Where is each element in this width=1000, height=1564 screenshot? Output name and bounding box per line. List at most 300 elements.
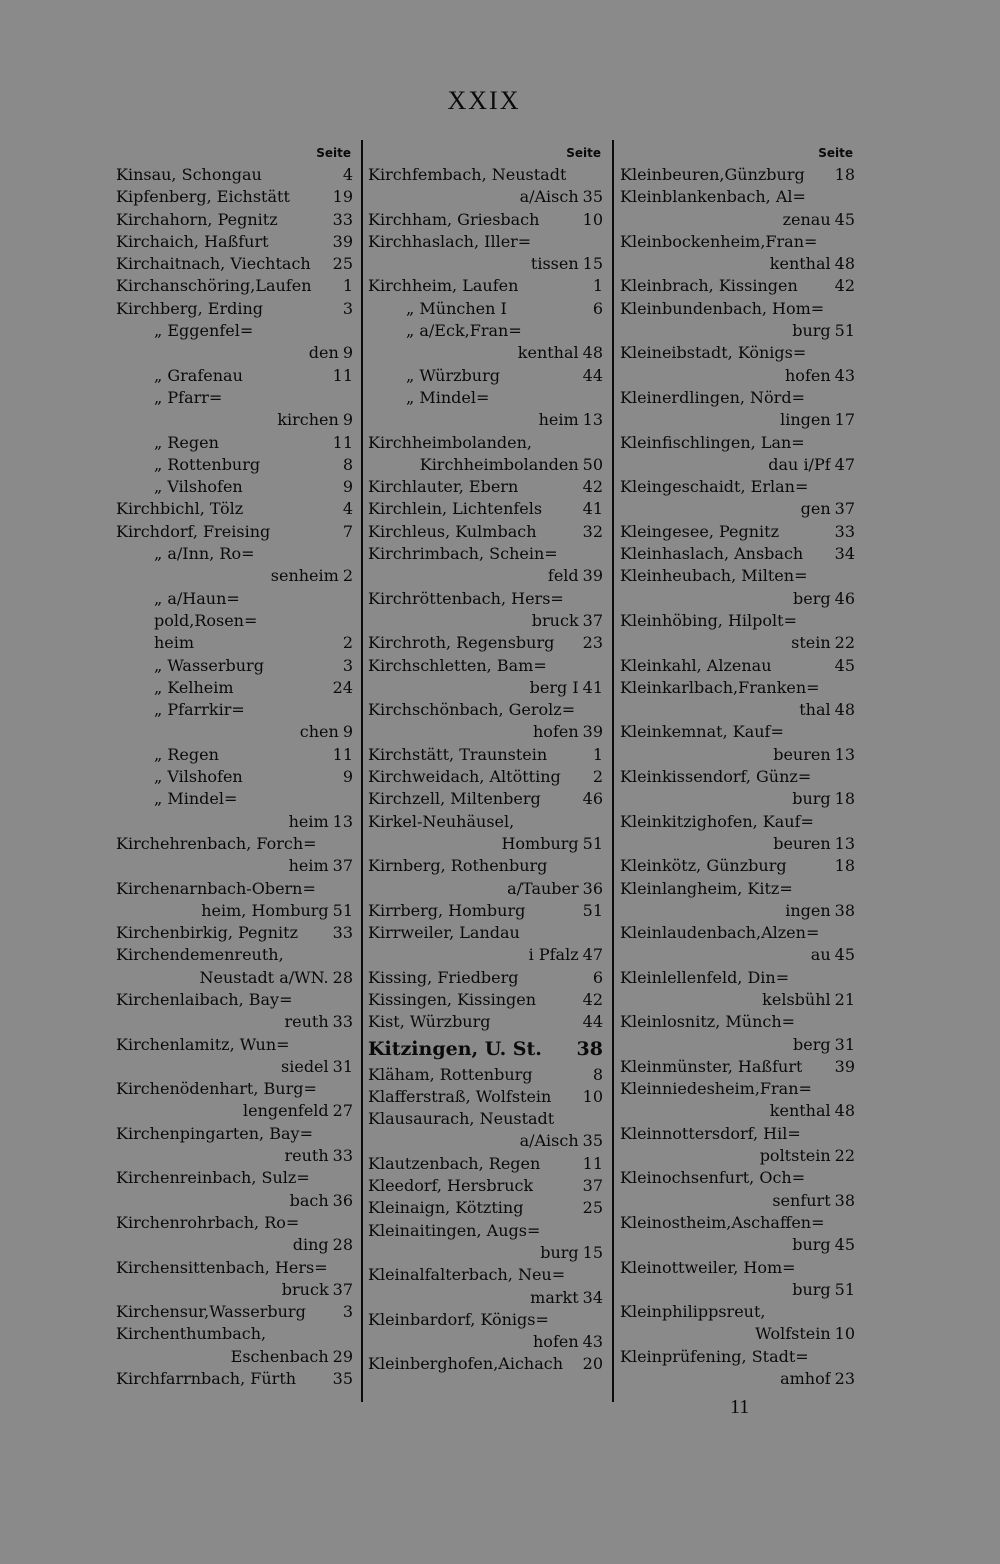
entry-text: Kleinnottersdorf, Hil= xyxy=(620,1123,801,1143)
index-entry xyxy=(368,588,603,610)
index-entry xyxy=(620,298,855,320)
entry-page: 48 xyxy=(582,343,603,363)
entry-page: 23 xyxy=(834,1369,855,1389)
index-entry xyxy=(368,1220,603,1242)
entry-page: 3 xyxy=(342,655,353,675)
entry-page: 33 xyxy=(834,521,855,541)
index-entry xyxy=(368,855,603,877)
index-entry xyxy=(116,721,353,743)
entry-text: beuren xyxy=(773,833,831,853)
entry-text: „ Eggenfel= xyxy=(154,321,254,341)
entry-text: senfurt xyxy=(772,1190,831,1210)
index-entry xyxy=(620,1167,855,1189)
entry-page: 44 xyxy=(582,365,603,385)
index-entry xyxy=(116,409,353,431)
entry-page: 46 xyxy=(834,588,855,608)
index-entry xyxy=(368,1353,603,1375)
entry-page: 21 xyxy=(834,989,855,1009)
index-entry xyxy=(368,320,603,342)
entry-text: Kirchdorf, Freising xyxy=(116,521,271,541)
entry-page: 39 xyxy=(332,231,353,251)
entry-text: „ Pfarr= xyxy=(154,387,223,407)
entry-page: 34 xyxy=(834,544,855,564)
index-entry xyxy=(620,1034,855,1056)
entry-text: Kirchenpingarten, Bay= xyxy=(116,1123,313,1143)
entry-text: pold,Rosen= xyxy=(154,610,258,630)
entry-text: i Pfalz xyxy=(528,945,579,965)
index-entry xyxy=(368,409,603,431)
entry-text: berg xyxy=(793,588,831,608)
index-entry xyxy=(368,744,603,766)
entry-page: 37 xyxy=(834,499,855,519)
index-entry xyxy=(368,677,603,699)
entry-text: „ Rottenburg xyxy=(154,454,261,474)
entry-text: „ Würzburg xyxy=(406,365,500,385)
index-entry xyxy=(620,1279,855,1301)
entry-text: ingen xyxy=(785,900,831,920)
entry-page: 2 xyxy=(342,566,353,586)
entry-page: 50 xyxy=(582,454,603,474)
entry-page: 28 xyxy=(332,967,353,987)
index-entry xyxy=(368,476,603,498)
entry-page: 47 xyxy=(834,454,855,474)
entry-text: Kirchenthumbach, xyxy=(116,1324,267,1344)
entry-text: „ Regen xyxy=(154,432,219,452)
entry-text: amhof xyxy=(780,1369,831,1389)
index-entry xyxy=(620,1145,855,1167)
entry-page: 42 xyxy=(582,989,603,1009)
index-entry xyxy=(116,1145,353,1167)
entry-text: Kleinkemnat, Kauf= xyxy=(620,722,784,742)
entry-page: 11 xyxy=(332,744,353,764)
entry-text: Kirchheimbolanden xyxy=(419,454,579,474)
entry-page: 11 xyxy=(582,1153,603,1173)
index-entry xyxy=(368,721,603,743)
index-entry xyxy=(620,1190,855,1212)
index-entry xyxy=(620,944,855,966)
index-entry xyxy=(116,788,353,810)
index-entry xyxy=(620,342,855,364)
index-entry xyxy=(116,521,353,543)
entry-text: Kirchaich, Haßfurt xyxy=(116,231,269,251)
entry-text: Kleinbockenheim,Fran= xyxy=(620,231,818,251)
index-entry xyxy=(368,342,603,364)
entry-text: burg xyxy=(540,1242,579,1262)
entry-page: 10 xyxy=(582,1086,603,1106)
entry-page: 15 xyxy=(582,254,603,274)
entry-text: „ Kelheim xyxy=(154,677,234,697)
entry-text: reuth xyxy=(284,1012,329,1032)
entry-text: burg xyxy=(792,1279,831,1299)
index-entry xyxy=(116,1100,353,1122)
index-entry xyxy=(116,967,353,989)
index-entry xyxy=(620,699,855,721)
index-entry xyxy=(116,387,353,409)
index-entry xyxy=(116,922,353,944)
entry-text: heim xyxy=(288,856,329,876)
index-entry xyxy=(620,900,855,922)
entry-text: „ a/Eck,Fran= xyxy=(406,321,522,341)
entry-text: Kleinbundenbach, Hom= xyxy=(620,298,825,318)
entry-text: Kleinbeuren,Günzburg xyxy=(620,165,805,184)
entry-text: Kitzingen, U. St. xyxy=(368,1037,542,1060)
entry-text: Kirkel-Neuhäusel, xyxy=(368,811,515,831)
entry-text: Kirchanschöring,Laufen xyxy=(116,276,312,296)
entry-text: Kissingen, Kissingen xyxy=(368,989,537,1009)
entry-text: Kleingeschaidt, Erlan= xyxy=(620,477,809,497)
index-entry xyxy=(620,655,855,677)
index-entry xyxy=(368,387,603,409)
index-entry xyxy=(620,1234,855,1256)
index-entry xyxy=(620,454,855,476)
index-entry xyxy=(620,1100,855,1122)
entry-text: Neustadt a/WN. xyxy=(199,967,329,987)
entry-page: 11 xyxy=(332,365,353,385)
entry-text: Kleinlosnitz, Münch= xyxy=(620,1012,796,1032)
entry-text: heim xyxy=(538,410,579,430)
index-entry xyxy=(116,253,353,275)
entry-text: Kirchberg, Erding xyxy=(116,298,263,318)
index-entry xyxy=(368,1264,603,1286)
entry-page: 43 xyxy=(582,1332,603,1352)
entry-text: Kleinlaudenbach,Alzen= xyxy=(620,923,820,943)
index-entry xyxy=(620,811,855,833)
entry-text: burg xyxy=(792,321,831,341)
entry-page: 45 xyxy=(834,1235,855,1255)
entry-text: Kist, Würzburg xyxy=(368,1012,491,1032)
entry-text: heim xyxy=(288,811,329,831)
entry-text: „ a/Inn, Ro= xyxy=(154,544,255,564)
entry-page: 46 xyxy=(582,789,603,809)
entry-page: 17 xyxy=(834,410,855,430)
entry-page: 36 xyxy=(332,1190,353,1210)
index-entry xyxy=(116,1346,353,1368)
index-entry xyxy=(368,922,603,944)
entry-text: hofen xyxy=(533,1332,579,1352)
entry-text: „ a/Haun= xyxy=(154,588,240,608)
entry-page: 6 xyxy=(592,967,603,987)
entry-page: 38 xyxy=(834,900,855,920)
entry-text: Kirchenlaibach, Bay= xyxy=(116,989,293,1009)
entry-text: heim xyxy=(154,633,195,653)
entry-text: „ Pfarrkir= xyxy=(154,700,245,720)
index-entry xyxy=(368,1034,603,1064)
entry-text: Kirchhaslach, Iller= xyxy=(368,231,532,251)
index-entry xyxy=(368,833,603,855)
entry-text: Kläham, Rottenburg xyxy=(368,1064,533,1084)
entry-text: Kirchweidach, Altötting xyxy=(368,767,561,787)
index-entry xyxy=(620,231,855,253)
entry-text: Kirchenbirkig, Pegnitz xyxy=(116,923,299,943)
entry-text: Homburg xyxy=(501,833,579,853)
entry-page: 1 xyxy=(342,276,353,296)
entry-text: „ Mindel= xyxy=(406,387,490,407)
index-entry xyxy=(116,565,353,587)
entry-text: Kirchschletten, Bam= xyxy=(368,655,547,675)
index-entry xyxy=(116,298,353,320)
entry-text: ding xyxy=(292,1235,329,1255)
entry-text: Kleinkitzighofen, Kauf= xyxy=(620,811,814,831)
entry-page: 39 xyxy=(582,722,603,742)
index-entry xyxy=(116,878,353,900)
entry-page: 4 xyxy=(342,165,353,184)
entry-page: 22 xyxy=(834,633,855,653)
index-entry xyxy=(368,365,603,387)
entry-text: hofen xyxy=(785,365,831,385)
entry-text: Kirrberg, Homburg xyxy=(368,900,526,920)
index-entry xyxy=(368,1108,603,1130)
index-entry xyxy=(116,989,353,1011)
index-entry xyxy=(368,610,603,632)
entry-text: kenthal xyxy=(769,1101,831,1121)
entry-text: Kirchaitnach, Viechtach xyxy=(116,254,311,274)
entry-page: 51 xyxy=(582,833,603,853)
index-entry xyxy=(620,164,855,186)
index-entry xyxy=(116,699,353,721)
index-entry xyxy=(116,1234,353,1256)
index-entry xyxy=(368,788,603,810)
entry-page: 42 xyxy=(582,477,603,497)
entry-page: 45 xyxy=(834,945,855,965)
index-entry xyxy=(116,1279,353,1301)
index-entry xyxy=(116,1257,353,1279)
index-entry xyxy=(620,253,855,275)
index-entry xyxy=(368,432,603,454)
entry-text: Kleinkissendorf, Günz= xyxy=(620,767,812,787)
entry-page: 51 xyxy=(332,900,353,920)
entry-page: 48 xyxy=(834,1101,855,1121)
seite-header: Seite xyxy=(566,146,601,160)
entry-text: Kleinblankenbach, Al= xyxy=(620,187,806,207)
entry-text: Kirchahorn, Pegnitz xyxy=(116,209,278,229)
index-entry xyxy=(116,432,353,454)
entry-page: 35 xyxy=(332,1369,353,1389)
index-entry xyxy=(116,342,353,364)
entry-page: 38 xyxy=(834,1190,855,1210)
index-entry xyxy=(368,1130,603,1152)
index-entry xyxy=(368,164,603,186)
entry-page: 38 xyxy=(576,1037,603,1060)
entry-text: Kleinerdlingen, Nörd= xyxy=(620,387,805,407)
entry-text: zenau xyxy=(782,209,831,229)
index-entry xyxy=(116,1034,353,1056)
index-entry xyxy=(116,900,353,922)
entry-page: 33 xyxy=(332,923,353,943)
entry-page: 1 xyxy=(592,276,603,296)
index-entry xyxy=(368,699,603,721)
entry-page: 19 xyxy=(332,187,353,207)
entry-text: Kirrweiler, Landau xyxy=(368,923,520,943)
entry-text: thal xyxy=(799,700,831,720)
index-entry xyxy=(116,164,353,186)
entry-text: a/Aisch xyxy=(519,187,579,207)
index-entry xyxy=(116,543,353,565)
index-entry xyxy=(116,1056,353,1078)
entry-text: Kirchenreinbach, Sulz= xyxy=(116,1168,310,1188)
entry-page: 51 xyxy=(834,1279,855,1299)
entry-text: berg I xyxy=(529,677,579,697)
index-entry xyxy=(620,677,855,699)
entry-page: 13 xyxy=(834,744,855,764)
index-entry xyxy=(116,186,353,208)
entry-text: feld xyxy=(547,566,579,586)
index-entry xyxy=(116,498,353,520)
index-entry xyxy=(620,788,855,810)
entry-page: 35 xyxy=(582,1131,603,1151)
entry-page: 9 xyxy=(342,767,353,787)
entry-text: Kleinkahl, Alzenau xyxy=(620,655,772,675)
index-entry xyxy=(620,409,855,431)
index-entry xyxy=(368,944,603,966)
entry-page: 51 xyxy=(834,321,855,341)
index-column-3 xyxy=(620,142,855,1402)
index-entry xyxy=(368,1309,603,1331)
entry-page: 13 xyxy=(582,410,603,430)
index-entry xyxy=(116,610,353,632)
entry-page: 36 xyxy=(582,878,603,898)
entry-text: Kirchendemenreuth, xyxy=(116,945,284,965)
entry-page: 25 xyxy=(332,254,353,274)
index-entry xyxy=(620,476,855,498)
entry-page: 37 xyxy=(332,1279,353,1299)
entry-text: Kleinlangheim, Kitz= xyxy=(620,878,793,898)
index-entry xyxy=(116,454,353,476)
entry-text: Kleinlellenfeld, Din= xyxy=(620,967,790,987)
index-entry xyxy=(620,1257,855,1279)
entry-text: Kirchensittenbach, Hers= xyxy=(116,1257,328,1277)
index-entry xyxy=(368,1086,603,1108)
entry-text: Kirchroth, Regensburg xyxy=(368,633,555,653)
entry-text: Kirchensur,Wasserburg xyxy=(116,1302,306,1322)
entry-text: Kleedorf, Hersbruck xyxy=(368,1176,534,1196)
index-entry xyxy=(620,721,855,743)
entry-page: 18 xyxy=(834,789,855,809)
entry-text: Kirchschönbach, Gerolz= xyxy=(368,700,576,720)
entry-page: 44 xyxy=(582,1012,603,1032)
entry-page: 33 xyxy=(332,1146,353,1166)
index-entry xyxy=(368,766,603,788)
index-entry xyxy=(116,1368,353,1390)
index-entry xyxy=(116,320,353,342)
index-entry xyxy=(620,1078,855,1100)
entry-text: Kirchfarrnbach, Fürth xyxy=(116,1369,297,1389)
entry-text: reuth xyxy=(284,1146,329,1166)
entry-text: dau i/Pf xyxy=(768,454,831,474)
index-entry xyxy=(368,454,603,476)
entry-page: 33 xyxy=(332,209,353,229)
entry-text: Kleinfischlingen, Lan= xyxy=(620,432,805,452)
index-entry xyxy=(116,209,353,231)
entry-page: 37 xyxy=(582,1176,603,1196)
entry-text: Kleinprüfening, Stadt= xyxy=(620,1346,809,1366)
entry-text: Kleinostheim,Aschaffen= xyxy=(620,1212,825,1232)
entry-text: Kleinniedesheim,Fran= xyxy=(620,1079,812,1099)
entry-text: kenthal xyxy=(769,254,831,274)
index-entry xyxy=(368,275,603,297)
entry-page: 15 xyxy=(582,1242,603,1262)
entry-text: Kleinhöbing, Hilpolt= xyxy=(620,610,797,630)
entry-page: 22 xyxy=(834,1146,855,1166)
index-entry xyxy=(620,878,855,900)
entry-text: au xyxy=(810,945,831,965)
entry-page: 24 xyxy=(332,677,353,697)
entry-page: 11 xyxy=(332,432,353,452)
entry-text: senheim xyxy=(270,566,339,586)
entry-text: Kirchheimbolanden, xyxy=(368,432,532,452)
index-entry xyxy=(620,498,855,520)
entry-text: Kirchehrenbach, Forch= xyxy=(116,833,317,853)
index-entry xyxy=(368,1242,603,1264)
entry-page: 43 xyxy=(834,365,855,385)
entry-text: Kleineibstadt, Königs= xyxy=(620,343,807,363)
entry-text: den xyxy=(308,343,339,363)
index-entry xyxy=(368,1011,603,1033)
entry-text: Kleinaitingen, Augs= xyxy=(368,1220,541,1240)
entry-page: 10 xyxy=(834,1324,855,1344)
entry-page: 48 xyxy=(834,254,855,274)
entry-text: lengenfeld xyxy=(242,1101,329,1121)
index-entry xyxy=(368,989,603,1011)
entry-text: Kleinbardorf, Königs= xyxy=(368,1309,549,1329)
entry-text: chen xyxy=(299,722,339,742)
entry-text: Kirchbichl, Tölz xyxy=(116,499,244,519)
index-entry xyxy=(620,1346,855,1368)
entry-text: Kleingesee, Pegnitz xyxy=(620,521,780,541)
entry-page: 6 xyxy=(592,298,603,318)
entry-text: a/Tauber xyxy=(507,878,579,898)
index-entry xyxy=(116,1167,353,1189)
index-entry xyxy=(620,588,855,610)
entry-text: „ Mindel= xyxy=(154,789,238,809)
entry-text: poltstein xyxy=(759,1146,831,1166)
entry-text: Kirchenarnbach-Obern= xyxy=(116,878,316,898)
entry-text: Kirchrimbach, Schein= xyxy=(368,544,558,564)
entry-text: „ Wasserburg xyxy=(154,655,264,675)
index-entry xyxy=(116,744,353,766)
index-entry xyxy=(368,1197,603,1219)
index-entry xyxy=(620,989,855,1011)
index-entry xyxy=(368,521,603,543)
index-entry xyxy=(368,1287,603,1309)
entry-page: 39 xyxy=(834,1056,855,1076)
index-entry xyxy=(116,855,353,877)
index-entry xyxy=(620,1301,855,1323)
entry-text: Kirchstätt, Traunstein xyxy=(368,744,548,764)
index-entry xyxy=(368,811,603,833)
entry-page: 33 xyxy=(332,1012,353,1032)
entry-text: Klausaurach, Neustadt xyxy=(368,1109,555,1129)
entry-page: 10 xyxy=(582,209,603,229)
entry-text: Kleinphilippsreut, xyxy=(620,1302,766,1322)
entry-text: kirchen xyxy=(277,410,339,430)
entry-page: 45 xyxy=(834,209,855,229)
index-entry xyxy=(620,967,855,989)
index-entry xyxy=(368,900,603,922)
page-number: XXIX xyxy=(447,86,521,115)
index-entry xyxy=(620,766,855,788)
index-entry xyxy=(368,298,603,320)
index-entry xyxy=(116,1212,353,1234)
index-entry xyxy=(620,320,855,342)
entry-text: bruck xyxy=(531,610,579,630)
index-entry xyxy=(368,632,603,654)
entry-text: heim, Homburg xyxy=(201,900,329,920)
index-entry xyxy=(116,476,353,498)
entry-text: Kirchfembach, Neustadt xyxy=(368,165,567,184)
index-entry xyxy=(620,833,855,855)
entry-page: 13 xyxy=(332,811,353,831)
entry-page: 35 xyxy=(582,187,603,207)
